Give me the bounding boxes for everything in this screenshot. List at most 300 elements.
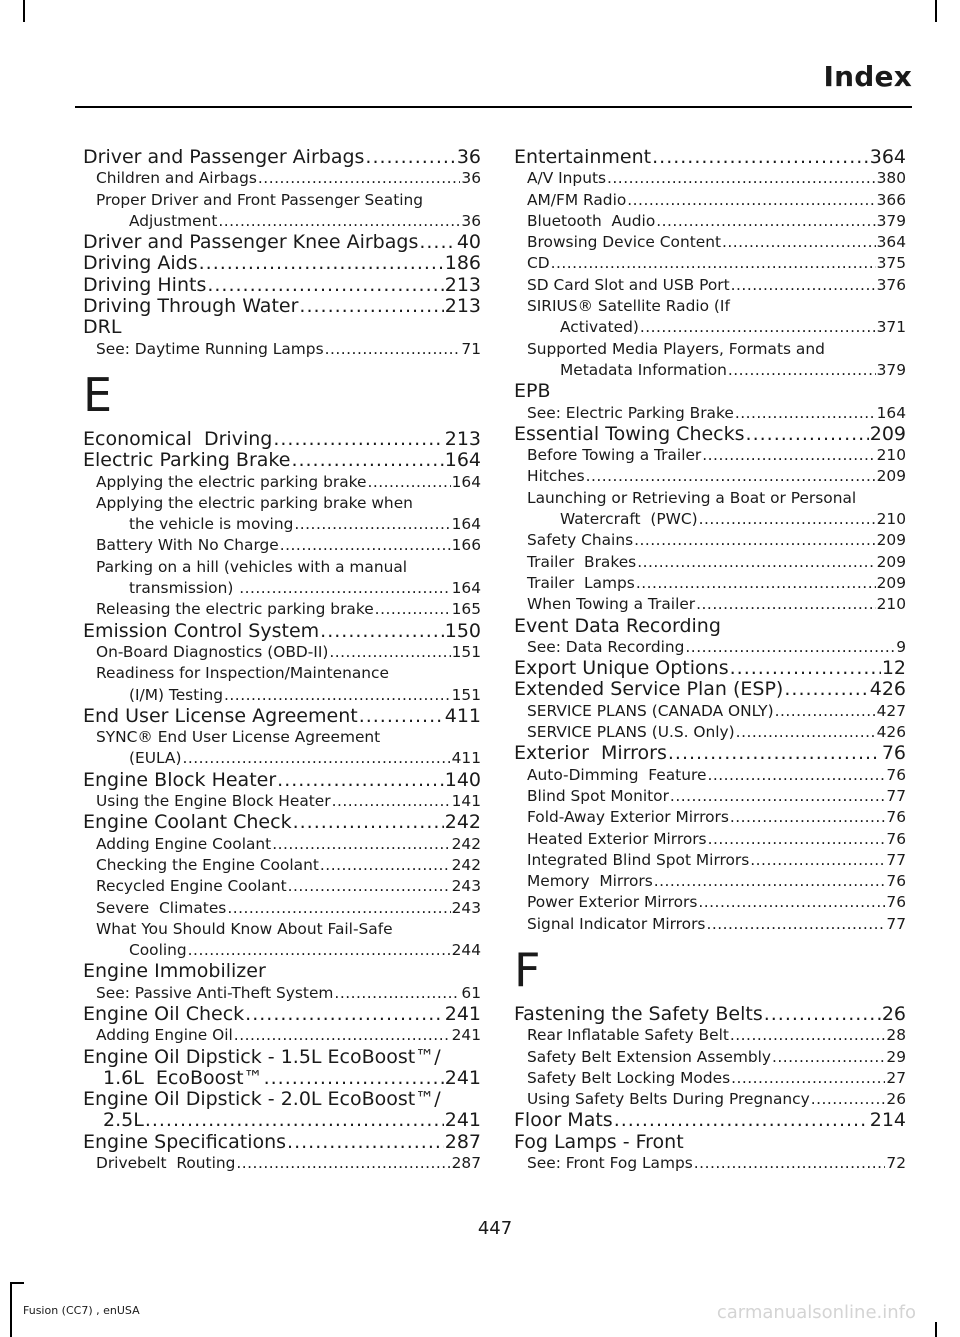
entry-label: Fold-Away Exterior Mirrors [527, 808, 729, 827]
index-entry [514, 594, 906, 615]
index-entry [83, 190, 481, 233]
index-entry-heading: Engine Immobilizer [83, 960, 266, 983]
entry-label: Engine Oil Check [83, 1002, 245, 1025]
dot-leader [627, 190, 875, 211]
entry-page: 243 [451, 877, 481, 896]
entry-page: 36 [456, 146, 481, 168]
entry-page: 213 [444, 273, 481, 296]
dot-leader [670, 786, 885, 807]
entry-label-line: Engine Oil Dipstick - 2.0L EcoBoost™/ [83, 1088, 441, 1111]
entry-page: 72 [886, 1154, 906, 1173]
entry-label: Driver and Passenger Airbags [83, 146, 365, 168]
entry-label: When Towing a Trailer [527, 595, 696, 614]
entry-page: 242 [451, 855, 481, 874]
dot-leader [656, 211, 875, 232]
index-entry [514, 807, 906, 828]
dot-leader [750, 850, 885, 871]
dot-leader [145, 1110, 444, 1131]
index-entry [514, 658, 906, 679]
entry-label: Driving Through Water [83, 295, 299, 318]
entry-label: Engine Specifications [83, 1130, 287, 1153]
entry-page: 164 [451, 579, 481, 598]
entry-label: A/V Inputs [527, 169, 607, 188]
entry-label: Driver and Passenger Knee Airbags [83, 231, 419, 254]
page-title: Index [823, 60, 912, 93]
entry-page: 242 [451, 834, 481, 853]
entry-label: SD Card Slot and USB Port [527, 275, 730, 294]
index-entry [514, 253, 906, 274]
index-entry [514, 1089, 906, 1110]
entry-label-line: Applying the electric parking brake when [96, 493, 413, 512]
index-entry [514, 573, 906, 594]
dot-leader [264, 1068, 444, 1089]
index-entry [83, 1004, 481, 1025]
entry-label: End User License Agreement [83, 704, 358, 727]
entry-label-line: Launching or Retrieving a Boat or Personal [527, 488, 857, 507]
dot-leader [811, 1089, 886, 1110]
index-entry [514, 445, 906, 466]
index-entry [514, 850, 906, 871]
crop-mark-top-right [935, 0, 937, 22]
index-entry [83, 1068, 481, 1089]
index-entry [83, 770, 481, 791]
entry-page: 209 [876, 531, 906, 550]
entry-label: Entertainment [514, 146, 652, 168]
dot-leader [772, 1047, 885, 1068]
index-entry [83, 168, 481, 189]
entry-page: 77 [886, 786, 906, 805]
index-entry [96, 514, 481, 535]
index-entry [514, 1004, 906, 1025]
index-entry [514, 403, 906, 424]
index-letter-heading: E [83, 367, 113, 422]
entry-label: Drivebelt Routing [96, 1154, 236, 1173]
index-entry [83, 1047, 481, 1090]
entry-page: 76 [886, 893, 906, 912]
index-entry [83, 855, 481, 876]
index-entry [83, 812, 481, 833]
entry-page: 375 [876, 254, 906, 273]
dot-leader [699, 509, 876, 530]
index-entry [514, 701, 906, 722]
entry-label-line: Proper Driver and Front Passenger Seating [96, 190, 424, 209]
dot-leader [731, 275, 876, 296]
entry-label: Adding Engine Oil [96, 1026, 233, 1045]
dot-leader [634, 530, 876, 551]
entry-page: 186 [444, 252, 481, 275]
index-entry [527, 317, 906, 338]
entry-page: 241 [451, 1026, 481, 1045]
dot-leader [234, 1025, 451, 1046]
entry-label-line: Readiness for Inspection/Maintenance [96, 664, 389, 683]
index-entry [83, 429, 481, 450]
entry-label: See: Data Recording [527, 637, 685, 656]
dot-leader [329, 642, 450, 663]
entry-page: 151 [451, 642, 481, 661]
entry-page: 9 [896, 637, 906, 656]
index-entry [514, 339, 906, 382]
entry-label: Auto-Dimming Feature [527, 765, 707, 784]
index-entry [514, 168, 906, 189]
entry-label: Recycled Engine Coolant [96, 877, 287, 896]
index-entry [514, 488, 906, 531]
dot-leader [325, 339, 461, 360]
entry-label: Using the Engine Block Heater [96, 792, 331, 811]
entry-page: 76 [886, 808, 906, 827]
dot-leader [784, 679, 868, 700]
dot-leader [551, 253, 876, 274]
entry-page: 287 [444, 1130, 481, 1153]
entry-page: 213 [444, 295, 481, 318]
entry-label: Browsing Device Content [527, 233, 721, 252]
entry-page: 242 [444, 811, 481, 834]
entry-page: 151 [451, 685, 481, 704]
document-id: Fusion (CC7) , enUSA [23, 1304, 140, 1317]
dot-leader [706, 914, 885, 935]
entry-page: 76 [886, 872, 906, 891]
entry-page: 426 [869, 678, 906, 701]
entry-page: 27 [886, 1068, 906, 1087]
index-entry-heading: DRL [83, 316, 122, 339]
index-entry [83, 493, 481, 536]
entry-label: Essential Towing Checks [514, 422, 745, 445]
entry-label: Engine Coolant Check [83, 811, 292, 834]
entry-page: 140 [444, 768, 481, 791]
entry-label: Applying the electric parking brake [96, 472, 367, 491]
dot-leader [277, 770, 444, 791]
entry-label: Export Unique Options [514, 657, 729, 680]
index-entry [83, 599, 481, 620]
index-entry [514, 786, 906, 807]
entry-label: the vehicle is moving [129, 515, 294, 534]
index-entry [83, 1089, 481, 1132]
entry-label: Electric Parking Brake [83, 449, 291, 472]
entry-label: Checking the Engine Coolant [96, 855, 319, 874]
index-entry [83, 876, 481, 897]
dot-leader [320, 855, 451, 876]
index-entry [514, 765, 906, 786]
entry-page: 164 [876, 403, 906, 422]
index-entry [83, 339, 481, 360]
page-number: 447 [477, 1218, 513, 1239]
entry-label: Adding Engine Coolant [96, 834, 272, 853]
entry-label: Severe Climates [96, 898, 227, 917]
index-entry-heading: Fog Lamps - Front [514, 1130, 684, 1153]
index-entry [514, 466, 906, 487]
index-entry [83, 557, 481, 600]
entry-page: 209 [876, 552, 906, 571]
index-entry [527, 360, 906, 381]
index-entry [514, 1068, 906, 1089]
entry-page: 141 [451, 792, 481, 811]
entry-page: 210 [876, 446, 906, 465]
entry-label: 2.5L [103, 1109, 144, 1132]
entry-label: Driving Aids [83, 252, 198, 275]
entry-page: 164 [451, 472, 481, 491]
entry-page: 371 [876, 318, 906, 337]
dot-leader [698, 892, 885, 913]
entry-label: 1.6L EcoBoost™ [103, 1066, 263, 1089]
entry-page: 427 [876, 701, 906, 720]
dot-leader [614, 1110, 869, 1131]
dot-leader [294, 514, 450, 535]
index-entry [83, 983, 481, 1004]
entry-page: 71 [461, 339, 481, 358]
entry-label: Safety Belt Locking Modes [527, 1068, 731, 1087]
entry-page: 77 [886, 850, 906, 869]
index-entry [514, 829, 906, 850]
dot-leader [696, 594, 875, 615]
entry-page: 165 [451, 600, 481, 619]
entry-page: 214 [869, 1109, 906, 1132]
dot-leader [287, 1132, 444, 1153]
index-entry [83, 727, 481, 770]
dot-leader [367, 472, 450, 493]
dot-leader [272, 834, 450, 855]
entry-page: 164 [444, 449, 481, 472]
index-entry [514, 190, 906, 211]
entry-label: Fastening the Safety Belts [514, 1002, 763, 1025]
index-entry [514, 211, 906, 232]
entry-page: 364 [869, 146, 906, 168]
dot-leader [236, 1153, 450, 1174]
dot-leader [636, 573, 876, 594]
entry-page: 36 [461, 169, 481, 188]
index-entry [83, 296, 481, 317]
index-entry [96, 748, 481, 769]
entry-page: 287 [451, 1154, 481, 1173]
dot-leader [708, 829, 886, 850]
header-rule [75, 106, 912, 108]
dot-leader [652, 147, 869, 168]
entry-label-line: What You Should Know About Fail-Safe [96, 919, 393, 938]
index-entry [514, 530, 906, 551]
entry-page: 40 [456, 231, 481, 254]
watermark: carmanualsonline.info [716, 1302, 916, 1323]
entry-page: 209 [876, 573, 906, 592]
dot-leader [245, 1004, 444, 1025]
index-entry [514, 296, 906, 339]
dot-leader [775, 701, 876, 722]
entry-page: 76 [881, 742, 906, 765]
dot-leader [730, 1025, 886, 1046]
dot-leader [320, 621, 444, 642]
dot-leader [332, 791, 451, 812]
index-entry [96, 211, 481, 232]
entry-label: Extended Service Plan (ESP) [514, 678, 784, 701]
index-entry-heading: Event Data Recording [514, 614, 721, 637]
dot-leader [227, 898, 450, 919]
entry-label: SERVICE PLANS (U.S. Only) [527, 723, 735, 742]
entry-label: Memory Mirrors [527, 872, 653, 891]
dot-leader [668, 743, 881, 764]
entry-label: Trailer Brakes [527, 552, 637, 571]
entry-page: 26 [886, 1090, 906, 1109]
dot-leader [607, 168, 876, 189]
dot-leader [258, 168, 461, 189]
entry-label: transmission) [129, 579, 239, 598]
entry-page: 164 [451, 515, 481, 534]
dot-leader [722, 232, 876, 253]
index-entry [83, 1025, 481, 1046]
entry-label: Floor Mats [514, 1109, 613, 1132]
entry-page: 241 [444, 1002, 481, 1025]
index-letter-heading: F [514, 942, 541, 997]
index-column-right [514, 147, 906, 1174]
entry-label: SERVICE PLANS (CANADA ONLY) [527, 701, 774, 720]
dot-leader [637, 552, 875, 573]
dot-leader [273, 429, 443, 450]
entry-page: 76 [886, 765, 906, 784]
dot-leader [375, 599, 451, 620]
dot-leader [736, 722, 876, 743]
entry-label: Activated) [560, 318, 639, 337]
dot-leader [182, 748, 450, 769]
entry-label: Children and Airbags [96, 169, 257, 188]
entry-label: Releasing the electric parking brake [96, 600, 374, 619]
index-entry [83, 621, 481, 642]
entry-page: 411 [451, 749, 481, 768]
index-entry [514, 1025, 906, 1046]
entry-label: See: Front Fog Lamps [527, 1154, 693, 1173]
index-entry-heading: EPB [514, 380, 551, 403]
dot-leader [188, 940, 451, 961]
dot-leader [288, 876, 451, 897]
entry-label: Engine Block Heater [83, 768, 277, 791]
entry-page: 380 [876, 169, 906, 188]
index-entry [83, 1132, 481, 1153]
entry-page: 426 [876, 723, 906, 742]
index-entry [83, 706, 481, 727]
dot-leader [702, 445, 875, 466]
entry-page: 241 [444, 1109, 481, 1132]
index-entry [514, 1110, 906, 1131]
entry-label: Emission Control System [83, 619, 320, 642]
dot-leader [291, 450, 443, 471]
entry-label: See: Electric Parking Brake [527, 403, 734, 422]
dot-leader [694, 1153, 886, 1174]
entry-label: Safety Belt Extension Assembly [527, 1047, 771, 1066]
crop-mark-bottom-right [935, 1322, 937, 1337]
index-entry [514, 552, 906, 573]
entry-label: Bluetooth Audio [527, 211, 656, 230]
index-entry [514, 1153, 906, 1174]
entry-label: Heated Exterior Mirrors [527, 829, 707, 848]
index-entry [83, 253, 481, 274]
dot-leader [239, 578, 450, 599]
dot-leader [707, 765, 885, 786]
entry-page: 26 [881, 1002, 906, 1025]
dot-leader [730, 807, 886, 828]
dot-leader [764, 1004, 881, 1025]
dot-leader [640, 317, 876, 338]
index-entry [83, 1153, 481, 1174]
entry-label: CD [527, 254, 550, 273]
entry-label: Metadata Information [560, 360, 727, 379]
index-column-left [83, 147, 481, 1174]
entry-page: 150 [444, 619, 481, 642]
index-entry [83, 472, 481, 493]
entry-label: See: Passive Anti-Theft System [96, 983, 334, 1002]
entry-page: 209 [876, 467, 906, 486]
index-entry [514, 892, 906, 913]
dot-leader [359, 706, 444, 727]
entry-page: 379 [876, 360, 906, 379]
index-entry [514, 1047, 906, 1068]
entry-page: 36 [461, 211, 481, 230]
entry-page: 76 [886, 829, 906, 848]
index-entry [83, 1110, 481, 1131]
index-entry [96, 940, 481, 961]
dot-leader [199, 253, 444, 274]
entry-label: AM/FM Radio [527, 190, 627, 209]
entry-label: Economical Driving [83, 427, 273, 450]
dot-leader [746, 424, 869, 445]
entry-label-line: Supported Media Players, Formats and [527, 339, 825, 358]
entry-label: Driving Hints [83, 273, 207, 296]
entry-label: Using Safety Belts During Pregnancy [527, 1090, 810, 1109]
dot-leader [728, 360, 876, 381]
entry-label: Rear Inflatable Safety Belt [527, 1026, 729, 1045]
index-entry [527, 509, 906, 530]
dot-leader [730, 658, 881, 679]
entry-label: Blind Spot Monitor [527, 786, 669, 805]
crop-mark-bottom-left-v [10, 1282, 12, 1337]
entry-label-line: SYNC® End User License Agreement [96, 728, 381, 747]
entry-page: 12 [881, 657, 906, 680]
dot-leader [365, 147, 455, 168]
index-entry [514, 743, 906, 764]
index-entry [83, 535, 481, 556]
dot-leader [419, 232, 455, 253]
index-entry [514, 637, 906, 658]
entry-label: Trailer Lamps [527, 573, 635, 592]
entry-label: Hitches [527, 467, 585, 486]
entry-page: 411 [444, 704, 481, 727]
index-entry [83, 898, 481, 919]
dot-leader [224, 685, 451, 706]
dot-leader [218, 211, 460, 232]
index-entry [83, 919, 481, 962]
entry-page: 210 [876, 510, 906, 529]
entry-page: 29 [886, 1047, 906, 1066]
entry-page: 61 [461, 983, 481, 1002]
index-entry [514, 871, 906, 892]
entry-page: 244 [451, 941, 481, 960]
dot-leader [586, 466, 876, 487]
index-entry [514, 275, 906, 296]
entry-page: 209 [869, 422, 906, 445]
index-entry [514, 914, 906, 935]
entry-label-line: Parking on a hill (vehicles with a manual [96, 557, 408, 576]
dot-leader [735, 403, 876, 424]
entry-page: 166 [451, 536, 481, 555]
index-entry [83, 147, 481, 168]
index-entry [514, 679, 906, 700]
index-entry [83, 275, 481, 296]
entry-label: Cooling [129, 941, 187, 960]
entry-page: 28 [886, 1026, 906, 1045]
entry-label: Battery With No Charge [96, 536, 279, 555]
entry-label: Signal Indicator Mirrors [527, 914, 706, 933]
entry-label-line: Engine Oil Dipstick - 1.5L EcoBoost™/ [83, 1045, 441, 1068]
index-entry [83, 642, 481, 663]
entry-label: Power Exterior Mirrors [527, 893, 698, 912]
index-entry [83, 663, 481, 706]
entry-label: Integrated Blind Spot Mirrors [527, 850, 750, 869]
dot-leader [293, 812, 444, 833]
entry-page: 243 [451, 898, 481, 917]
